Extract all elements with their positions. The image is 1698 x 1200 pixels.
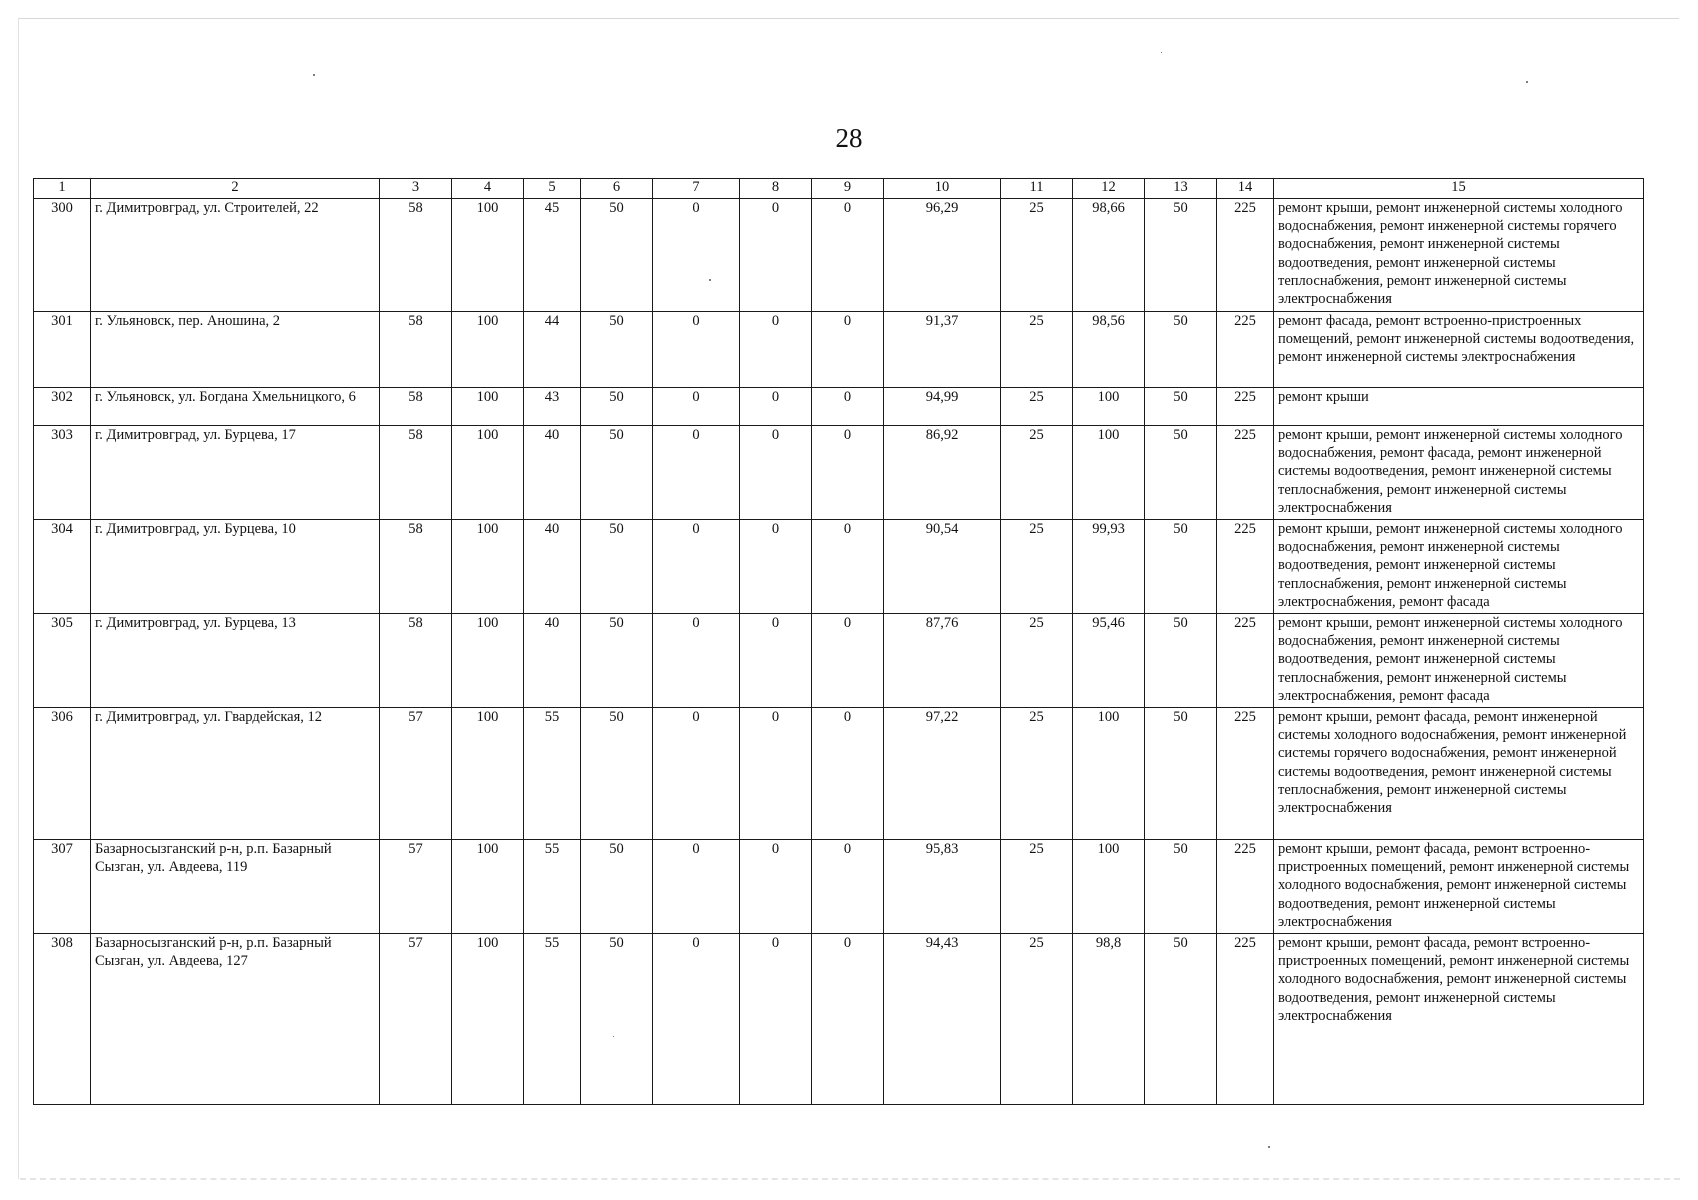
- value-cell: 100: [452, 840, 524, 934]
- value-cell: 44: [524, 312, 581, 388]
- column-header: 9: [812, 179, 884, 199]
- value-cell: 98,66: [1073, 199, 1145, 312]
- value-cell: 50: [581, 388, 653, 426]
- value-cell: 57: [380, 708, 452, 840]
- value-cell: 91,37: [884, 312, 1001, 388]
- scan-speck: [313, 74, 315, 76]
- value-cell: 43: [524, 388, 581, 426]
- value-cell: 87,76: [884, 614, 1001, 708]
- value-cell: 45: [524, 199, 581, 312]
- scan-speck: [1268, 1146, 1270, 1148]
- value-cell: 0: [653, 312, 740, 388]
- value-cell: 0: [812, 708, 884, 840]
- value-cell: 100: [452, 934, 524, 1105]
- column-number-row: [34, 179, 1644, 199]
- value-cell: 96,29: [884, 199, 1001, 312]
- value-cell: 0: [812, 840, 884, 934]
- value-cell: 58: [380, 388, 452, 426]
- table-row: [34, 520, 1644, 614]
- value-cell: 0: [653, 708, 740, 840]
- works-cell: ремонт фасада, ремонт встроенно-пристроенных помещений, ремонт инженерной системы водоотведения, ремонт инженерной системы электроснабжения: [1274, 312, 1644, 388]
- value-cell: 58: [380, 520, 452, 614]
- column-header: 15: [1274, 179, 1644, 199]
- value-cell: 0: [740, 840, 812, 934]
- value-cell: 0: [740, 708, 812, 840]
- value-cell: 25: [1001, 312, 1073, 388]
- row-number: 306: [34, 708, 91, 840]
- value-cell: 25: [1001, 388, 1073, 426]
- table-row: [34, 840, 1644, 934]
- row-number: 305: [34, 614, 91, 708]
- value-cell: 0: [812, 312, 884, 388]
- value-cell: 94,99: [884, 388, 1001, 426]
- value-cell: 55: [524, 840, 581, 934]
- value-cell: 0: [740, 520, 812, 614]
- works-cell: ремонт крыши, ремонт инженерной системы холодного водоснабжения, ремонт инженерной системы водоотведения, ремонт инженерной системы теплоснабжения, ремонт инженерной системы электроснабжения, ремонт фасада: [1274, 614, 1644, 708]
- page-number: 28: [835, 123, 863, 153]
- value-cell: 50: [1145, 312, 1217, 388]
- value-cell: 225: [1217, 388, 1274, 426]
- column-header: 4: [452, 179, 524, 199]
- value-cell: 100: [452, 388, 524, 426]
- address-cell: г. Димитровград, ул. Бурцева, 10: [91, 520, 380, 614]
- value-cell: 0: [740, 312, 812, 388]
- column-header: 7: [653, 179, 740, 199]
- value-cell: 50: [1145, 934, 1217, 1105]
- value-cell: 0: [653, 614, 740, 708]
- value-cell: 225: [1217, 520, 1274, 614]
- value-cell: 0: [653, 840, 740, 934]
- value-cell: 0: [812, 520, 884, 614]
- value-cell: 50: [581, 840, 653, 934]
- value-cell: 225: [1217, 934, 1274, 1105]
- table-row: [34, 199, 1644, 312]
- value-cell: 100: [1073, 426, 1145, 520]
- value-cell: 0: [740, 614, 812, 708]
- address-cell: г. Димитровград, ул. Бурцева, 17: [91, 426, 380, 520]
- value-cell: 97,22: [884, 708, 1001, 840]
- address-cell: г. Димитровград, ул. Гвардейская, 12: [91, 708, 380, 840]
- column-header: 11: [1001, 179, 1073, 199]
- column-header: 6: [581, 179, 653, 199]
- value-cell: 0: [653, 520, 740, 614]
- row-number: 307: [34, 840, 91, 934]
- value-cell: 0: [740, 199, 812, 312]
- value-cell: 50: [1145, 708, 1217, 840]
- value-cell: 50: [581, 199, 653, 312]
- value-cell: 0: [812, 614, 884, 708]
- column-header: 3: [380, 179, 452, 199]
- value-cell: 225: [1217, 840, 1274, 934]
- value-cell: 0: [740, 388, 812, 426]
- scan-speck: [1526, 81, 1528, 83]
- value-cell: 100: [452, 614, 524, 708]
- value-cell: 225: [1217, 426, 1274, 520]
- value-cell: 25: [1001, 708, 1073, 840]
- value-cell: 50: [1145, 520, 1217, 614]
- column-header: 8: [740, 179, 812, 199]
- value-cell: 40: [524, 426, 581, 520]
- value-cell: 58: [380, 199, 452, 312]
- value-cell: 0: [812, 934, 884, 1105]
- value-cell: 100: [452, 199, 524, 312]
- value-cell: 100: [1073, 708, 1145, 840]
- works-cell: ремонт крыши, ремонт фасада, ремонт встроенно-пристроенных помещений, ремонт инженерной системы холодного водоснабжения, ремонт инженерной системы водоотведения, ремонт инженерной системы электроснабжения: [1274, 934, 1644, 1105]
- works-cell: ремонт крыши, ремонт фасада, ремонт инженерной системы холодного водоснабжения, ремонт инженерной системы горячего водоснабжения, ремонт инженерной системы водоотведения, ремонт инженерной системы теплоснабжения, ремонт инженерной системы электроснабжения: [1274, 708, 1644, 840]
- value-cell: 0: [740, 934, 812, 1105]
- value-cell: 94,43: [884, 934, 1001, 1105]
- value-cell: 50: [581, 614, 653, 708]
- value-cell: 95,83: [884, 840, 1001, 934]
- value-cell: 57: [380, 934, 452, 1105]
- value-cell: 50: [1145, 840, 1217, 934]
- works-cell: ремонт крыши, ремонт фасада, ремонт встроенно-пристроенных помещений, ремонт инженерной системы холодного водоснабжения, ремонт инженерной системы водоотведения, ремонт инженерной системы электроснабжения: [1274, 840, 1644, 934]
- value-cell: 98,56: [1073, 312, 1145, 388]
- value-cell: 225: [1217, 312, 1274, 388]
- table-row: [34, 312, 1644, 388]
- value-cell: 50: [1145, 388, 1217, 426]
- value-cell: 0: [653, 934, 740, 1105]
- column-header: 10: [884, 179, 1001, 199]
- value-cell: 25: [1001, 614, 1073, 708]
- value-cell: 95,46: [1073, 614, 1145, 708]
- works-cell: ремонт крыши, ремонт инженерной системы холодного водоснабжения, ремонт инженерной системы горячего водоснабжения, ремонт инженерной системы водоотведения, ремонт инженерной системы теплоснабжения, ремонт инженерной системы электроснабжения: [1274, 199, 1644, 312]
- table-row: [34, 934, 1644, 1105]
- value-cell: 0: [812, 199, 884, 312]
- value-cell: 0: [653, 388, 740, 426]
- value-cell: 98,8: [1073, 934, 1145, 1105]
- value-cell: 100: [452, 520, 524, 614]
- value-cell: 25: [1001, 426, 1073, 520]
- column-header: 13: [1145, 179, 1217, 199]
- register-table: [33, 178, 1644, 1105]
- address-cell: г. Димитровград, ул. Бурцева, 13: [91, 614, 380, 708]
- value-cell: 50: [1145, 614, 1217, 708]
- column-header: 5: [524, 179, 581, 199]
- table-row: [34, 388, 1644, 426]
- value-cell: 50: [581, 520, 653, 614]
- column-header: 12: [1073, 179, 1145, 199]
- value-cell: 0: [653, 199, 740, 312]
- value-cell: 0: [653, 426, 740, 520]
- scan-speck: [1161, 52, 1162, 53]
- value-cell: 50: [581, 934, 653, 1105]
- address-cell: г. Ульяновск, ул. Богдана Хмельницкого, 6: [91, 388, 380, 426]
- value-cell: 90,54: [884, 520, 1001, 614]
- value-cell: 55: [524, 934, 581, 1105]
- scan-edge-noise: [20, 1178, 1680, 1180]
- value-cell: 225: [1217, 199, 1274, 312]
- value-cell: 0: [812, 388, 884, 426]
- value-cell: 225: [1217, 614, 1274, 708]
- value-cell: 25: [1001, 934, 1073, 1105]
- value-cell: 25: [1001, 520, 1073, 614]
- value-cell: 50: [581, 426, 653, 520]
- address-cell: Базарносызганский р-н, р.п. Базарный Сызган, ул. Авдеева, 127: [91, 934, 380, 1105]
- value-cell: 50: [581, 708, 653, 840]
- row-number: 308: [34, 934, 91, 1105]
- column-header: 2: [91, 179, 380, 199]
- value-cell: 25: [1001, 199, 1073, 312]
- row-number: 303: [34, 426, 91, 520]
- value-cell: 50: [1145, 426, 1217, 520]
- value-cell: 225: [1217, 708, 1274, 840]
- table-row: [34, 614, 1644, 708]
- value-cell: 58: [380, 426, 452, 520]
- address-cell: г. Ульяновск, пер. Аношина, 2: [91, 312, 380, 388]
- column-header: 1: [34, 179, 91, 199]
- value-cell: 40: [524, 614, 581, 708]
- value-cell: 0: [812, 426, 884, 520]
- value-cell: 57: [380, 840, 452, 934]
- value-cell: 55: [524, 708, 581, 840]
- row-number: 300: [34, 199, 91, 312]
- value-cell: 50: [1145, 199, 1217, 312]
- works-cell: ремонт крыши: [1274, 388, 1644, 426]
- value-cell: 100: [452, 426, 524, 520]
- value-cell: 100: [1073, 840, 1145, 934]
- works-cell: ремонт крыши, ремонт инженерной системы холодного водоснабжения, ремонт фасада, ремонт инженерной системы водоотведения, ремонт инженерной системы теплоснабжения, ремонт инженерной системы электроснабжения: [1274, 426, 1644, 520]
- row-number: 304: [34, 520, 91, 614]
- value-cell: 0: [740, 426, 812, 520]
- value-cell: 58: [380, 312, 452, 388]
- value-cell: 99,93: [1073, 520, 1145, 614]
- column-header: 14: [1217, 179, 1274, 199]
- value-cell: 40: [524, 520, 581, 614]
- value-cell: 25: [1001, 840, 1073, 934]
- value-cell: 100: [452, 312, 524, 388]
- value-cell: 58: [380, 614, 452, 708]
- works-cell: ремонт крыши, ремонт инженерной системы холодного водоснабжения, ремонт инженерной системы водоотведения, ремонт инженерной системы теплоснабжения, ремонт инженерной системы электроснабжения, ремонт фасада: [1274, 520, 1644, 614]
- table-row: [34, 426, 1644, 520]
- row-number: 301: [34, 312, 91, 388]
- value-cell: 100: [452, 708, 524, 840]
- table-row: [34, 708, 1644, 840]
- row-number: 302: [34, 388, 91, 426]
- value-cell: 86,92: [884, 426, 1001, 520]
- address-cell: г. Димитровград, ул. Строителей, 22: [91, 199, 380, 312]
- value-cell: 50: [581, 312, 653, 388]
- address-cell: Базарносызганский р-н, р.п. Базарный Сызган, ул. Авдеева, 119: [91, 840, 380, 934]
- value-cell: 100: [1073, 388, 1145, 426]
